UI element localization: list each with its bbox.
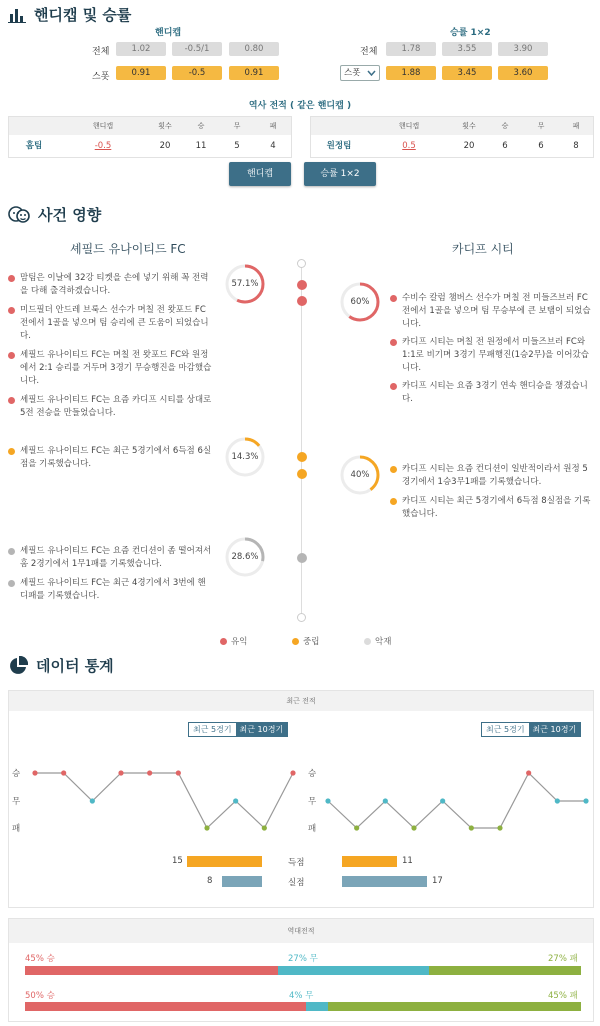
form-point <box>383 798 388 803</box>
col-lose: 패 <box>269 122 277 130</box>
form-point <box>440 798 445 803</box>
form-point <box>233 798 238 803</box>
form-point <box>61 770 66 775</box>
away-toggle-10[interactable]: 최근 10경기 <box>529 723 581 736</box>
handicap-all-home[interactable]: 1.02 <box>116 42 166 56</box>
winrate-header: 승률 1×2 <box>450 28 491 38</box>
form-point <box>411 825 416 830</box>
timeline-dot-home-unfavorable <box>297 553 307 563</box>
legend-neutral: 중립 <box>292 635 319 647</box>
home-favorable-event-1: 맘팀은 이날에 32강 티켓을 손에 넣기 위해 꼭 전력을 다해 출격하겠습니다. <box>8 272 213 298</box>
away-neutral-percent: 40% <box>350 470 370 480</box>
form-point <box>555 798 560 803</box>
form-point <box>325 798 330 803</box>
away-team-name: 카디프 시티 <box>452 242 514 256</box>
col-draw: 무 <box>537 122 545 130</box>
col-count: 횟수 <box>158 122 172 130</box>
y-tick-label: 패 <box>308 824 317 834</box>
col-count: 횟수 <box>462 122 476 130</box>
y-tick-label: 승 <box>12 769 21 779</box>
form-point <box>118 770 123 775</box>
away-lose: 8 <box>573 141 579 151</box>
col-handicap: 핸디캡 <box>92 122 114 130</box>
form-point <box>290 770 295 775</box>
home-toggle-10[interactable]: 최근 10경기 <box>236 723 288 736</box>
timeline-start <box>297 259 306 268</box>
away-favorable-event-1: 수비수 칼럼 챔버스 선수가 며칠 전 미들즈브러 FC 전에서 1골을 넣으며 팀 무승부에 큰 보탬이 되었습니다. <box>390 292 595 331</box>
bar-chart-icon <box>8 7 26 23</box>
table-row <box>9 135 291 157</box>
home-label: 홈팀 <box>25 141 43 151</box>
home-count: 20 <box>159 141 171 151</box>
winrate-all-draw[interactable]: 3.55 <box>442 42 492 56</box>
h2h-draw-segment <box>278 966 430 975</box>
table-row <box>311 135 593 157</box>
away-draw: 6 <box>538 141 544 151</box>
history-away-table <box>310 116 594 158</box>
timeline-end <box>297 613 306 622</box>
neutral-dot <box>8 448 15 455</box>
away-recent-toggle <box>481 722 581 737</box>
h2h-win-label-1: 45% 승 <box>25 954 55 964</box>
pie-chart-icon <box>8 656 28 676</box>
winrate-all-lose[interactable]: 3.90 <box>498 42 548 56</box>
form-point <box>469 825 474 830</box>
handicap-spot-away[interactable]: 0.91 <box>229 66 279 80</box>
legend-favorable: 유익 <box>220 635 247 647</box>
home-favorable-event-4: 셰필드 유나이티드 FC는 요즘 카디프 시티를 상대로 5전 전승을 만들었습니다. <box>8 394 213 420</box>
chevron-down-icon <box>367 70 376 76</box>
home-win: 11 <box>195 141 207 151</box>
form-point <box>354 825 359 830</box>
home-lose: 4 <box>270 141 276 151</box>
section-title-text: 핸디캡 및 승률 <box>34 6 132 24</box>
handicap-all-away[interactable]: 0.80 <box>229 42 279 56</box>
h2h-lose-segment <box>328 1002 581 1011</box>
h2h-bar-1 <box>25 966 581 975</box>
y-tick-label: 승 <box>308 769 317 779</box>
spot-select[interactable] <box>340 65 380 81</box>
home-recent-toggle <box>188 722 288 737</box>
winrate-spot-draw[interactable]: 3.45 <box>442 66 492 80</box>
faces-icon <box>8 205 30 225</box>
form-line <box>328 773 586 828</box>
home-neutral-event-1: 셰필드 유나이티드 FC는 최근 5경기에서 6득점 6실점을 기록했습니다. <box>8 445 213 471</box>
handicap-all-line[interactable]: -0.5/1 <box>172 42 222 56</box>
form-point <box>583 798 588 803</box>
timeline-dot-away-favorable <box>297 296 307 306</box>
away-neutral-event-1: 카디프 시티는 요즘 컨디션이 일반적이라서 원정 5경기에서 1승3무1패를 기록했습니다. <box>390 463 595 489</box>
h2h-lose-label-2: 45% 패 <box>548 991 578 1001</box>
col-win: 승 <box>197 122 205 130</box>
away-favorable-event-2: 카디프 시티는 며칠 전 원정에서 미들즈브러 FC와 1:1로 비기며 3경기 무패행진(1승2무)을 이어갔습니다. <box>390 336 595 375</box>
away-goals-bar <box>342 856 397 867</box>
history-home-table <box>8 116 292 158</box>
winrate-button[interactable]: 승률 1×2 <box>304 162 376 186</box>
handicap-header: 핸디캡 <box>155 28 182 38</box>
home-conceded-value: 8 <box>207 876 213 886</box>
home-handicap-link[interactable]: -0.5 <box>94 141 112 151</box>
history-away-header <box>311 117 593 135</box>
goals-label: 득점 <box>288 858 305 868</box>
favorable-dot <box>390 295 397 302</box>
favorable-dot <box>8 275 15 282</box>
conceded-label: 실점 <box>288 878 305 888</box>
timeline-dot-away-neutral <box>297 469 307 479</box>
home-unfavorable-percent: 28.6% <box>231 552 259 562</box>
home-toggle-5[interactable]: 최근 5경기 <box>189 723 236 736</box>
handicap-button[interactable]: 핸디캡 <box>229 162 291 186</box>
h2h-lose-label-1: 27% 패 <box>548 954 578 964</box>
neutral-dot <box>390 466 397 473</box>
home-team-name: 셰필드 유나이티드 FC <box>70 242 186 256</box>
col-draw: 무 <box>233 122 241 130</box>
section-title-text: 사건 영향 <box>38 206 102 224</box>
unfavorable-dot <box>8 580 15 587</box>
y-tick-label: 무 <box>12 797 21 807</box>
recent-form-title: 최근 전적 <box>9 691 593 711</box>
home-goals-value: 15 <box>172 856 183 866</box>
form-line <box>35 773 293 828</box>
winrate-spot-lose[interactable]: 3.60 <box>498 66 548 80</box>
form-point <box>204 825 209 830</box>
home-favorable-event-3: 셰필드 유나이티드 FC는 며칠 전 왓포드 FC와 원정에서 2:1 승리를 거두며 3경기 무승행진을 마감했습니다. <box>8 349 213 388</box>
away-form-chart <box>304 760 594 840</box>
favorable-dot <box>8 397 15 404</box>
history-title: 역사 전적 ( 같은 핸디캡 ) <box>248 101 352 111</box>
away-favorable-event-3: 카디프 시티는 요즘 3경기 연속 핸디승을 챙겼습니다. <box>390 380 595 406</box>
home-favorable-percent: 57.1% <box>231 279 259 289</box>
handicap-all-label: 전체 <box>92 47 110 57</box>
home-favorable-event-2: 미드필더 안드레 브룩스 선수가 며칠 전 왓포드 FC 전에서 1골을 넣으며 팀 승리에 큰 도움이 되었습니다. <box>8 304 213 343</box>
h2h-draw-segment <box>306 1002 328 1011</box>
stats-section-title <box>8 655 114 676</box>
winrate-all-label: 전체 <box>360 47 378 57</box>
timeline-line <box>301 264 302 618</box>
unfavorable-dot <box>8 548 15 555</box>
home-unfavorable-event-2: 셰필드 유나이티드 FC는 최근 4경기에서 3번에 핸디패를 기록했습니다. <box>8 577 213 603</box>
h2h-win-segment <box>25 966 278 975</box>
h2h-title: 역대전적 <box>9 919 593 943</box>
favorable-dot <box>8 307 15 314</box>
col-lose: 패 <box>572 122 580 130</box>
away-label: 원정팀 <box>326 141 352 151</box>
away-win: 6 <box>502 141 508 151</box>
spot-select-value: 스폿 <box>344 68 361 78</box>
form-point <box>526 770 531 775</box>
h2h-win-label-2: 50% 승 <box>25 991 55 1001</box>
timeline-dot-home-favorable <box>297 280 307 290</box>
home-neutral-percent: 14.3% <box>231 452 259 462</box>
section-title-text: 데이터 통계 <box>36 657 114 675</box>
handicap-spot-label: 스폿 <box>92 72 110 82</box>
h2h-bar-2 <box>25 1002 581 1011</box>
favorable-dot <box>8 352 15 359</box>
winrate-spot-win[interactable]: 1.88 <box>386 66 436 80</box>
col-handicap: 핸디캡 <box>398 122 420 130</box>
timeline-dot-home-neutral <box>297 452 307 462</box>
home-unfavorable-event-1: 셰필드 유나이티드 FC는 요즘 컨디션이 좀 떨어져서 홈 2경기에서 1무1패를 기록했습니다. <box>8 545 213 571</box>
form-point <box>32 770 37 775</box>
handicap-spot-home[interactable]: 0.91 <box>116 66 166 80</box>
away-toggle-5[interactable]: 최근 5경기 <box>482 723 529 736</box>
history-home-header <box>9 117 291 135</box>
form-point <box>262 825 267 830</box>
h2h-win-segment <box>25 1002 306 1011</box>
h2h-draw-label-2: 4% 무 <box>289 991 314 1001</box>
away-favorable-percent: 60% <box>350 297 370 307</box>
away-count: 20 <box>463 141 475 151</box>
winrate-all-win[interactable]: 1.78 <box>386 42 436 56</box>
handicap-section-title <box>8 4 131 25</box>
form-point <box>176 770 181 775</box>
legend-unfavorable: 악재 <box>364 635 391 647</box>
away-conceded-value: 17 <box>432 876 443 886</box>
home-goals-bar <box>187 856 262 867</box>
form-point <box>497 825 502 830</box>
y-tick-label: 패 <box>12 824 21 834</box>
home-conceded-bar <box>222 876 262 887</box>
away-goals-value: 11 <box>402 856 413 866</box>
h2h-draw-label-1: 27% 무 <box>288 954 318 964</box>
col-win: 승 <box>501 122 509 130</box>
home-draw: 5 <box>234 141 240 151</box>
favorable-dot <box>390 383 397 390</box>
home-form-chart <box>8 760 304 840</box>
away-neutral-event-2: 카디프 시티는 최근 5경기에서 6득점 8실점을 기록했습니다. <box>390 495 595 521</box>
form-point <box>90 798 95 803</box>
y-tick-label: 무 <box>308 797 317 807</box>
away-handicap-link[interactable]: 0.5 <box>402 141 416 151</box>
away-conceded-bar <box>342 876 427 887</box>
handicap-spot-line[interactable]: -0.5 <box>172 66 222 80</box>
neutral-dot <box>390 498 397 505</box>
favorable-dot <box>390 339 397 346</box>
h2h-lose-segment <box>429 966 581 975</box>
events-section-title <box>8 204 101 225</box>
form-point <box>147 770 152 775</box>
